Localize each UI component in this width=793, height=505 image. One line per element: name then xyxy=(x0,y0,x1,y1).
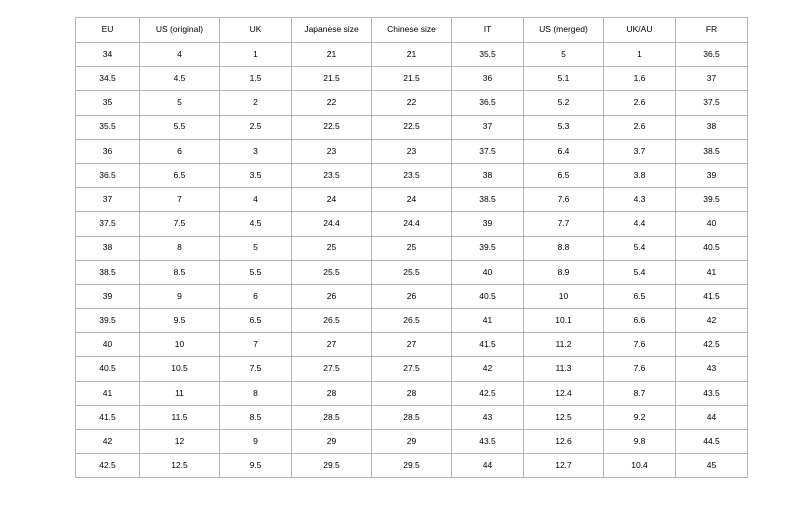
table-row xyxy=(76,212,748,236)
table-cell: 10.5 xyxy=(140,357,220,381)
table-cell: 23.5 xyxy=(292,163,372,187)
table-row xyxy=(76,405,748,429)
table-cell: 41.5 xyxy=(76,405,140,429)
table-cell: 26 xyxy=(292,284,372,308)
table-cell: 3.5 xyxy=(220,163,292,187)
table-cell: 42.5 xyxy=(76,454,140,478)
table-cell: 38.5 xyxy=(452,188,524,212)
table-cell: 9 xyxy=(140,284,220,308)
table-cell: 2.5 xyxy=(220,115,292,139)
table-cell: 11.5 xyxy=(140,405,220,429)
table-cell: 11.2 xyxy=(524,333,604,357)
table-header-row xyxy=(76,18,748,43)
table-cell: 40.5 xyxy=(452,284,524,308)
table-cell: 4.4 xyxy=(604,212,676,236)
table-cell: 41.5 xyxy=(676,284,748,308)
table-cell: 22 xyxy=(292,91,372,115)
table-cell: 5.4 xyxy=(604,260,676,284)
table-cell: 28 xyxy=(292,381,372,405)
table-cell: 11 xyxy=(140,381,220,405)
table-cell: 22 xyxy=(372,91,452,115)
table-row xyxy=(76,260,748,284)
table-cell: 1.6 xyxy=(604,67,676,91)
table-cell: 8.5 xyxy=(140,260,220,284)
table-cell: 25.5 xyxy=(372,260,452,284)
table-cell: 39 xyxy=(676,163,748,187)
table-cell: 24.4 xyxy=(372,212,452,236)
table-cell: 43 xyxy=(452,405,524,429)
table-cell: 5 xyxy=(524,43,604,67)
table-cell: 39.5 xyxy=(452,236,524,260)
table-row xyxy=(76,115,748,139)
table-cell: 29 xyxy=(372,430,452,454)
table-cell: 6.5 xyxy=(524,163,604,187)
table-cell: 41.5 xyxy=(452,333,524,357)
table-cell: 9.2 xyxy=(604,405,676,429)
table-cell: 3.8 xyxy=(604,163,676,187)
table-cell: 24 xyxy=(372,188,452,212)
table-cell: 24 xyxy=(292,188,372,212)
table-cell: 37 xyxy=(452,115,524,139)
table-cell: 36.5 xyxy=(76,163,140,187)
table-cell: 40 xyxy=(76,333,140,357)
table-cell: 36 xyxy=(76,139,140,163)
table-cell: 2 xyxy=(220,91,292,115)
table-cell: 6.5 xyxy=(140,163,220,187)
table-cell: 9.8 xyxy=(604,430,676,454)
table-cell: 40.5 xyxy=(676,236,748,260)
table-cell: 27 xyxy=(292,333,372,357)
table-cell: 41 xyxy=(76,381,140,405)
table-cell: 42 xyxy=(452,357,524,381)
table-cell: 8.8 xyxy=(524,236,604,260)
table-cell: 21 xyxy=(372,43,452,67)
table-cell: 40 xyxy=(452,260,524,284)
column-header: Chinese size xyxy=(372,18,452,43)
column-header: UK/AU xyxy=(604,18,676,43)
table-cell: 29.5 xyxy=(372,454,452,478)
table-cell: 4.3 xyxy=(604,188,676,212)
table-cell: 8 xyxy=(220,381,292,405)
table-cell: 21.5 xyxy=(372,67,452,91)
table-cell: 23 xyxy=(292,139,372,163)
table-cell: 44 xyxy=(676,405,748,429)
table-cell: 4 xyxy=(220,188,292,212)
table-row xyxy=(76,357,748,381)
table-cell: 27.5 xyxy=(292,357,372,381)
table-cell: 23 xyxy=(372,139,452,163)
table-cell: 27.5 xyxy=(372,357,452,381)
table-cell: 37.5 xyxy=(452,139,524,163)
table-cell: 6 xyxy=(220,284,292,308)
table-row xyxy=(76,188,748,212)
table-cell: 42 xyxy=(676,309,748,333)
column-header: US (original) xyxy=(140,18,220,43)
table-cell: 6.5 xyxy=(604,284,676,308)
table-row xyxy=(76,236,748,260)
table-cell: 5.3 xyxy=(524,115,604,139)
table-cell: 6.4 xyxy=(524,139,604,163)
table-cell: 10.1 xyxy=(524,309,604,333)
table-cell: 12.5 xyxy=(524,405,604,429)
table-cell: 8 xyxy=(140,236,220,260)
table-cell: 34.5 xyxy=(76,67,140,91)
table-body xyxy=(76,43,748,478)
table-cell: 35 xyxy=(76,91,140,115)
table-cell: 39.5 xyxy=(76,309,140,333)
table-cell: 4.5 xyxy=(220,212,292,236)
table-cell: 6 xyxy=(140,139,220,163)
table-cell: 7.5 xyxy=(220,357,292,381)
table-cell: 4 xyxy=(140,43,220,67)
table-cell: 41 xyxy=(676,260,748,284)
table-cell: 36.5 xyxy=(676,43,748,67)
table-cell: 42 xyxy=(76,430,140,454)
table-cell: 37.5 xyxy=(676,91,748,115)
table-cell: 37 xyxy=(676,67,748,91)
table-cell: 21 xyxy=(292,43,372,67)
table-cell: 40.5 xyxy=(76,357,140,381)
table-cell: 21.5 xyxy=(292,67,372,91)
table-cell: 9.5 xyxy=(140,309,220,333)
table-cell: 43.5 xyxy=(676,381,748,405)
column-header: US (merged) xyxy=(524,18,604,43)
table-cell: 39 xyxy=(452,212,524,236)
table-cell: 5 xyxy=(140,91,220,115)
table-cell: 3.7 xyxy=(604,139,676,163)
table-cell: 28.5 xyxy=(372,405,452,429)
table-cell: 29 xyxy=(292,430,372,454)
table-cell: 44.5 xyxy=(676,430,748,454)
table-cell: 26.5 xyxy=(372,309,452,333)
table-cell: 11.3 xyxy=(524,357,604,381)
table-row xyxy=(76,309,748,333)
table-cell: 23.5 xyxy=(372,163,452,187)
table-cell: 5.1 xyxy=(524,67,604,91)
table-cell: 35.5 xyxy=(452,43,524,67)
table-cell: 2.6 xyxy=(604,91,676,115)
table-cell: 41 xyxy=(452,309,524,333)
table-cell: 39 xyxy=(76,284,140,308)
table-cell: 7.6 xyxy=(604,333,676,357)
table-cell: 37 xyxy=(76,188,140,212)
table-row xyxy=(76,454,748,478)
shoe-size-conversion-table xyxy=(75,17,748,478)
table-row xyxy=(76,333,748,357)
table-cell: 42.5 xyxy=(452,381,524,405)
table-cell: 10.4 xyxy=(604,454,676,478)
table-cell: 24.4 xyxy=(292,212,372,236)
column-header: IT xyxy=(452,18,524,43)
table-cell: 43 xyxy=(676,357,748,381)
column-header: Japanese size xyxy=(292,18,372,43)
table-cell: 43.5 xyxy=(452,430,524,454)
table-cell: 26 xyxy=(372,284,452,308)
table-cell: 9 xyxy=(220,430,292,454)
table-cell: 1.5 xyxy=(220,67,292,91)
table-cell: 8.9 xyxy=(524,260,604,284)
table-cell: 28.5 xyxy=(292,405,372,429)
table-row xyxy=(76,91,748,115)
table-cell: 36.5 xyxy=(452,91,524,115)
table-cell: 8.7 xyxy=(604,381,676,405)
table-cell: 9.5 xyxy=(220,454,292,478)
table-cell: 45 xyxy=(676,454,748,478)
column-header: FR xyxy=(676,18,748,43)
table-cell: 25 xyxy=(292,236,372,260)
table-cell: 44 xyxy=(452,454,524,478)
size-chart-sheet xyxy=(75,17,719,478)
table-row xyxy=(76,139,748,163)
table-cell: 5.5 xyxy=(220,260,292,284)
column-header: UK xyxy=(220,18,292,43)
table-cell: 5.5 xyxy=(140,115,220,139)
table-cell: 6.6 xyxy=(604,309,676,333)
column-header: EU xyxy=(76,18,140,43)
table-cell: 12 xyxy=(140,430,220,454)
table-cell: 40 xyxy=(676,212,748,236)
table-cell: 26.5 xyxy=(292,309,372,333)
table-cell: 12.5 xyxy=(140,454,220,478)
table-cell: 7.5 xyxy=(140,212,220,236)
table-cell: 2.6 xyxy=(604,115,676,139)
table-cell: 12.4 xyxy=(524,381,604,405)
table-row xyxy=(76,381,748,405)
table-cell: 5 xyxy=(220,236,292,260)
table-cell: 38.5 xyxy=(676,139,748,163)
table-cell: 5.2 xyxy=(524,91,604,115)
table-cell: 10 xyxy=(524,284,604,308)
table-cell: 22.5 xyxy=(372,115,452,139)
table-cell: 3 xyxy=(220,139,292,163)
table-cell: 12.6 xyxy=(524,430,604,454)
table-cell: 27 xyxy=(372,333,452,357)
table-cell: 1 xyxy=(220,43,292,67)
table-header xyxy=(76,18,748,43)
table-cell: 25 xyxy=(372,236,452,260)
table-cell: 7 xyxy=(220,333,292,357)
table-cell: 25.5 xyxy=(292,260,372,284)
table-cell: 12.7 xyxy=(524,454,604,478)
table-row xyxy=(76,430,748,454)
table-row xyxy=(76,43,748,67)
table-cell: 35.5 xyxy=(76,115,140,139)
table-cell: 7.6 xyxy=(604,357,676,381)
table-cell: 8.5 xyxy=(220,405,292,429)
table-cell: 38 xyxy=(76,236,140,260)
table-cell: 10 xyxy=(140,333,220,357)
table-row xyxy=(76,284,748,308)
table-cell: 38 xyxy=(452,163,524,187)
table-cell: 7 xyxy=(140,188,220,212)
table-cell: 1 xyxy=(604,43,676,67)
table-cell: 37.5 xyxy=(76,212,140,236)
table-row xyxy=(76,67,748,91)
table-cell: 34 xyxy=(76,43,140,67)
table-cell: 29.5 xyxy=(292,454,372,478)
table-cell: 28 xyxy=(372,381,452,405)
table-cell: 42.5 xyxy=(676,333,748,357)
table-cell: 38 xyxy=(676,115,748,139)
table-cell: 38.5 xyxy=(76,260,140,284)
table-cell: 7.6 xyxy=(524,188,604,212)
table-cell: 6.5 xyxy=(220,309,292,333)
table-cell: 7.7 xyxy=(524,212,604,236)
table-row xyxy=(76,163,748,187)
table-cell: 22.5 xyxy=(292,115,372,139)
table-cell: 5.4 xyxy=(604,236,676,260)
table-cell: 4.5 xyxy=(140,67,220,91)
table-cell: 39.5 xyxy=(676,188,748,212)
table-cell: 36 xyxy=(452,67,524,91)
